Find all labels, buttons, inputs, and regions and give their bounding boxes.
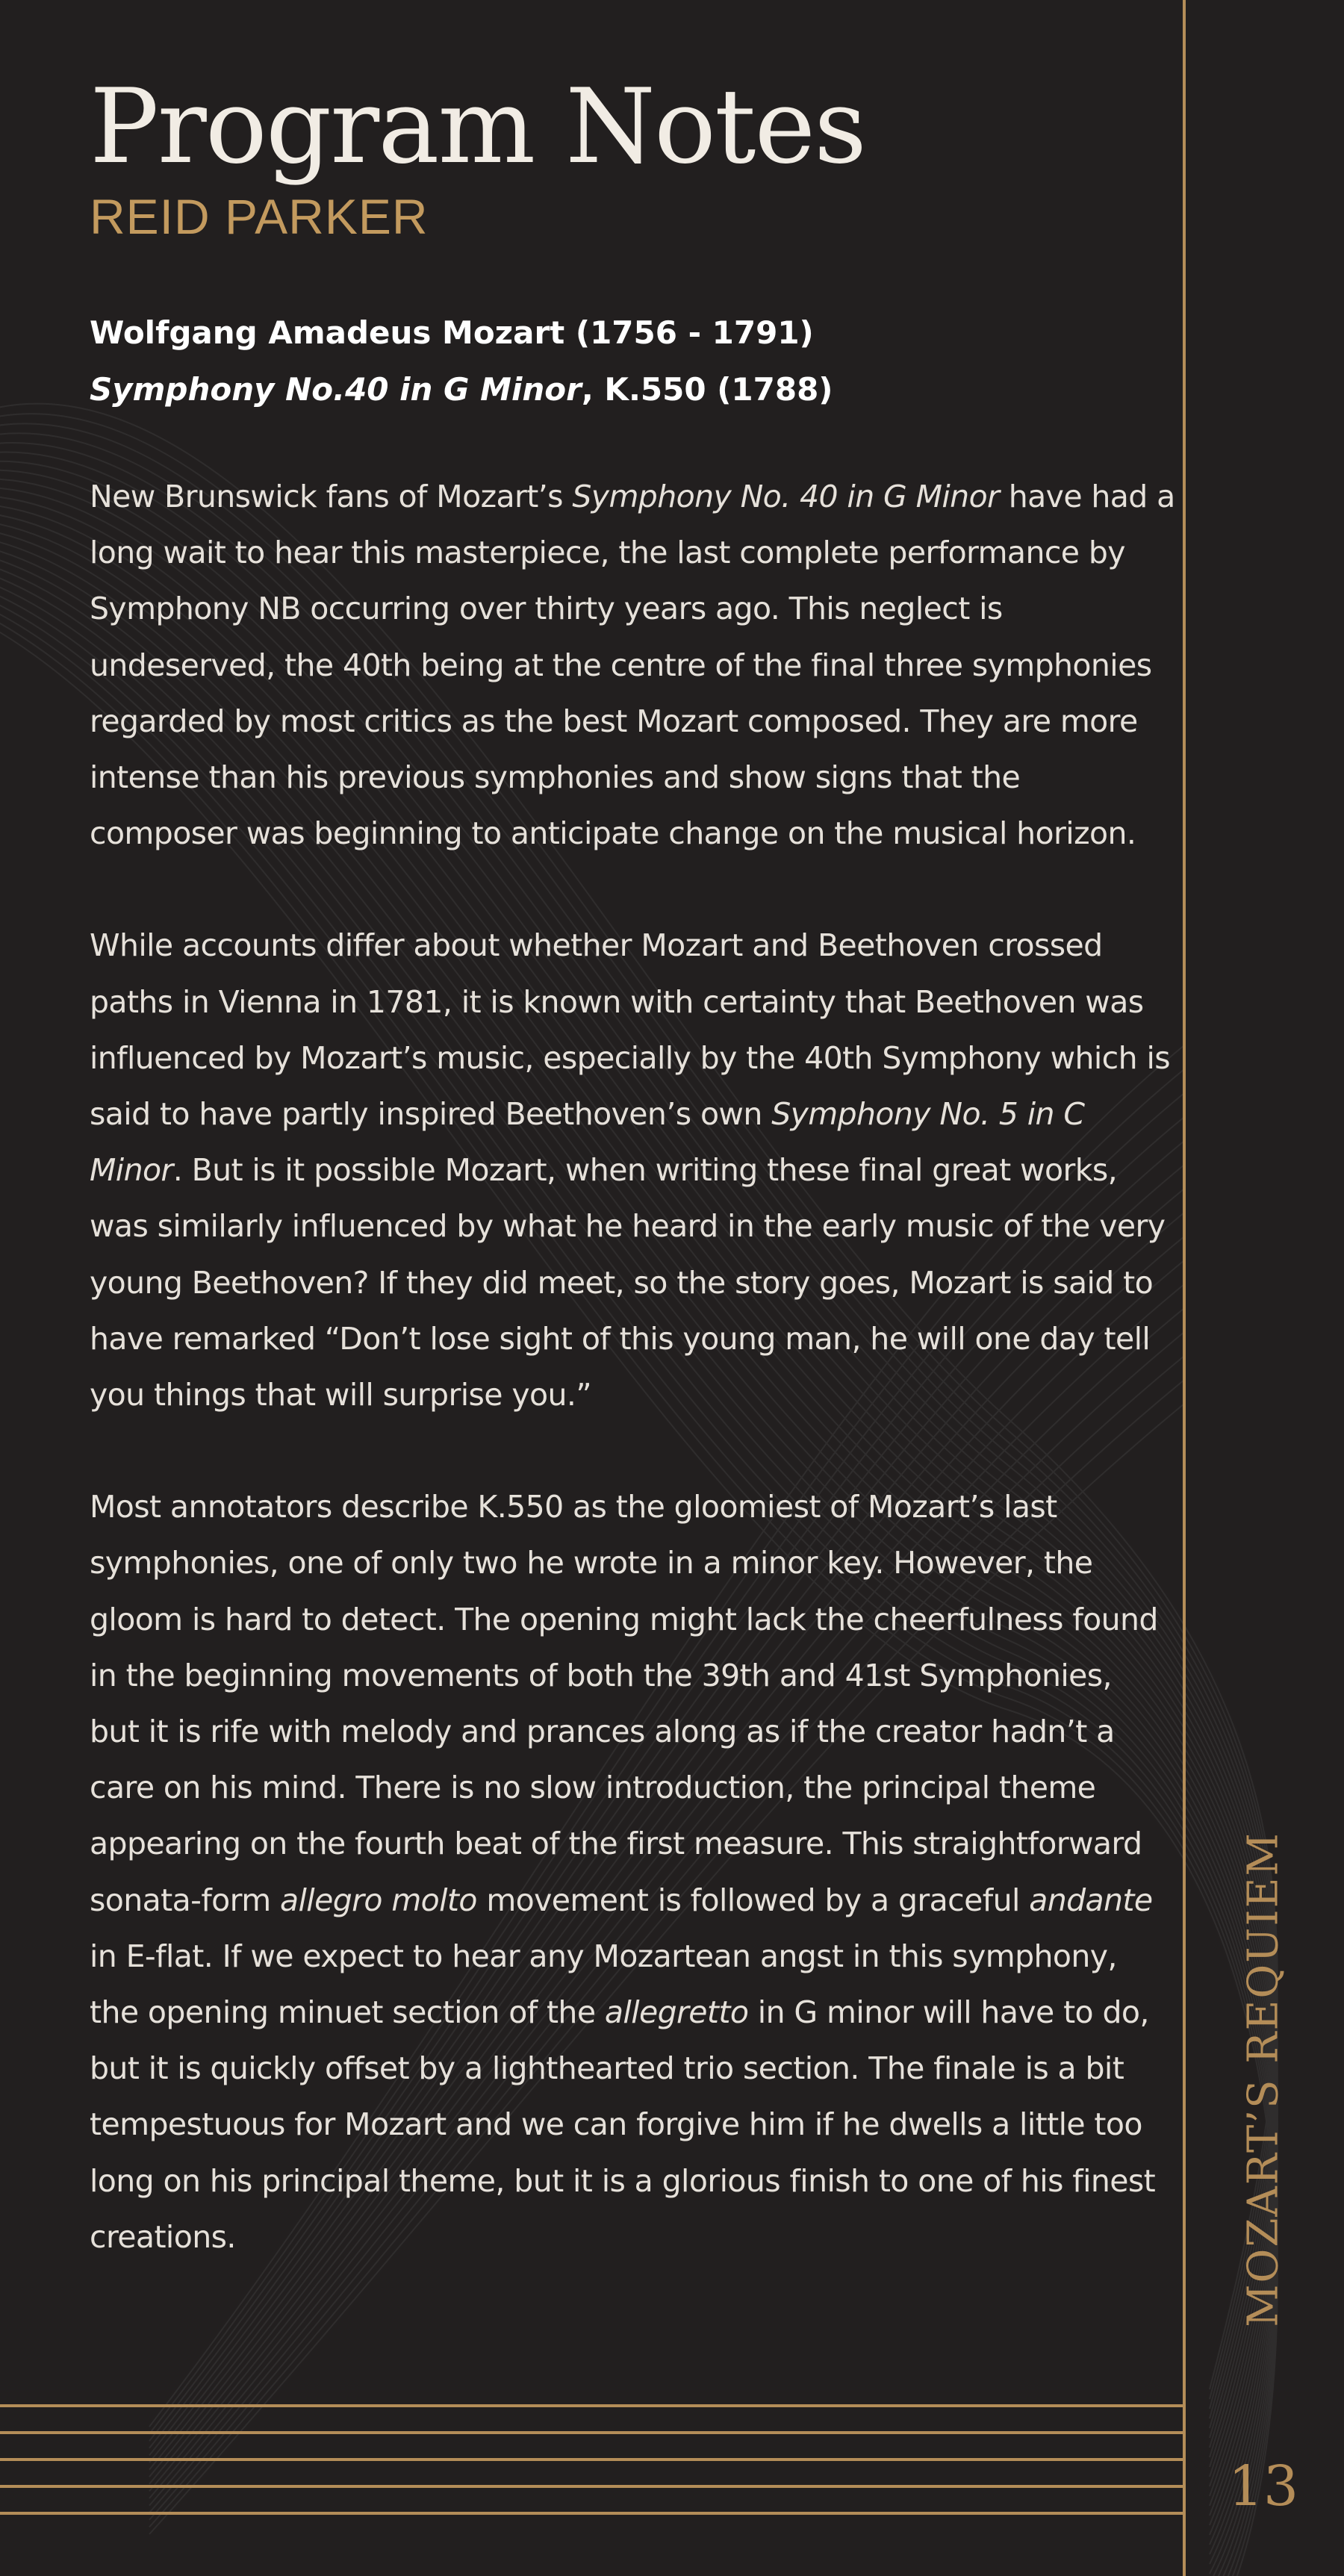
text-run: symphonies, one of only two he wrote in a minor key. However, the (90, 1545, 1093, 1581)
text-run: in E-flat. If we expect to hear any Mozartean angst in this symphony, (90, 1938, 1117, 1974)
text-run: movement is followed by a graceful (476, 1882, 1030, 1918)
text-run: was similarly influenced by what he heard in the early music of the very (90, 1208, 1166, 1245)
text-run: regarded by most critics as the best Mozart composed. They are more (90, 703, 1138, 739)
text-run: said to have partly inspired Beethoven’s own (90, 1096, 772, 1133)
text-line (90, 1255, 1154, 1311)
text-line (90, 806, 1150, 862)
footer-rule (0, 2512, 1184, 2515)
page-number: 13 (1228, 2454, 1299, 2519)
text-run: composer was beginning to anticipate change on the musical horizon. (90, 815, 1136, 852)
running-title: MOZART’S REQUIEM (1239, 1832, 1288, 2327)
text-line (90, 1648, 1150, 1704)
text-run: . But is it possible Mozart, when writing these final great works, (172, 1152, 1118, 1189)
text-line (90, 1198, 1166, 1254)
text-run: sonata-form (90, 1882, 280, 1918)
text-line (90, 1030, 1170, 1086)
main-content (90, 66, 1175, 2321)
footer-rule (0, 2458, 1184, 2461)
text-line (90, 750, 1150, 806)
author-name: REID PARKER (90, 189, 429, 244)
text-line (90, 1760, 1150, 1816)
text-run: New Brunswick fans of Mozart’s (90, 479, 573, 514)
text-line (90, 974, 1150, 1030)
italic-title: Minor (90, 1152, 173, 1189)
text-run: the opening minuet section of the (90, 1994, 605, 2031)
vertical-divider (1183, 0, 1186, 2576)
text-line (90, 1704, 1150, 1760)
text-line (90, 1592, 1158, 1648)
italic-title: Symphony No. 40 in G Minor (572, 479, 1000, 514)
text-line (90, 1479, 1150, 1535)
text-run: but it is rife with melody and prances along as if the creator hadn’t a (90, 1714, 1115, 1750)
text-line (90, 1929, 1150, 1985)
page-title: Program Notes (90, 66, 865, 187)
text-run: Most annotators describe K.550 as the gloomiest of Mozart’s last (90, 1489, 1057, 1525)
text-run: creations. (90, 2218, 236, 2255)
text-run: tempestuous for Mozart and we can forgive him if he dwells a little too (90, 2106, 1142, 2143)
text-run: in the beginning movements of both the 39th and 41st Symphonies, (90, 1657, 1112, 1693)
text-line (90, 1086, 1150, 1142)
text-line (90, 2041, 1150, 2097)
text-line (90, 1367, 1150, 1423)
text-run: While accounts differ about whether Mozart and Beethoven crossed (90, 927, 1103, 964)
text-run: you things that will surprise you.” (90, 1377, 591, 1413)
text-line (90, 638, 1150, 694)
text-line (90, 2209, 1150, 2265)
text-run: gloom is hard to detect. The opening might lack the cheerfulness found (90, 1601, 1158, 1637)
paragraph (90, 469, 1175, 862)
text-run: young Beethoven? If they did meet, so the story goes, Mozart is said to (90, 1264, 1154, 1301)
footer-rule (0, 2431, 1184, 2434)
text-run: have remarked “Don’t lose sight of this young man, he will one day tell (90, 1320, 1151, 1357)
italic-title: allegretto (604, 1994, 749, 2031)
italic-title: Symphony No. 5 in C (771, 1096, 1085, 1133)
text-run: paths in Vienna in 1781, it is known with certainty that Beethoven was (90, 983, 1144, 1020)
text-line (90, 918, 1150, 974)
text-line (90, 1311, 1150, 1367)
text-line (90, 694, 1150, 750)
paragraph (90, 918, 1170, 1423)
text-line (90, 581, 1150, 637)
text-run: appearing on the fourth beat of the first measure. This straightforward (90, 1826, 1142, 1862)
text-run: intense than his previous symphonies and show signs that the (90, 759, 1021, 796)
text-line (90, 1985, 1150, 2041)
text-run: but it is quickly offset by a lighthearted trio section. The finale is a bit (90, 2050, 1124, 2087)
text-line (90, 1873, 1153, 1929)
text-line (90, 1142, 1150, 1198)
composer-line: Wolfgang Amadeus Mozart (1756 - 1791) (90, 314, 814, 351)
footer-rule (0, 2404, 1184, 2407)
text-line (90, 1816, 1150, 1872)
text-run: long wait to hear this masterpiece, the last complete performance by (90, 535, 1125, 571)
italic-title: allegro molto (279, 1882, 477, 1918)
program-notes-body (90, 469, 1175, 2265)
text-run: in G minor will have to do, (748, 1994, 1149, 2031)
text-run: have had a (999, 479, 1175, 514)
text-line (90, 2153, 1156, 2209)
work-title-italic: Symphony No.40 in G Minor (90, 371, 582, 408)
work-title-line (90, 361, 1150, 418)
text-run: undeserved, the 40th being at the centre of the final three symphonies (90, 647, 1152, 683)
text-line (90, 525, 1150, 581)
paragraph (90, 1479, 1158, 2265)
text-run: care on his mind. There is no slow introduction, the principal theme (90, 1770, 1096, 1806)
text-line (90, 469, 1175, 525)
footer-rule (0, 2485, 1184, 2488)
work-catalogue: , K.550 (1788) (581, 371, 833, 408)
text-run: influenced by Mozart’s music, especially by the 40th Symphony which is (90, 1039, 1170, 1076)
text-run: Symphony NB occurring over thirty years ago. This neglect is (90, 591, 1003, 627)
text-line (90, 1535, 1150, 1591)
text-run: long on his principal theme, but it is a glorious finish to one of his finest (90, 2162, 1156, 2199)
work-heading (90, 305, 1150, 418)
text-line (90, 2097, 1150, 2153)
italic-title: andante (1029, 1882, 1153, 1918)
